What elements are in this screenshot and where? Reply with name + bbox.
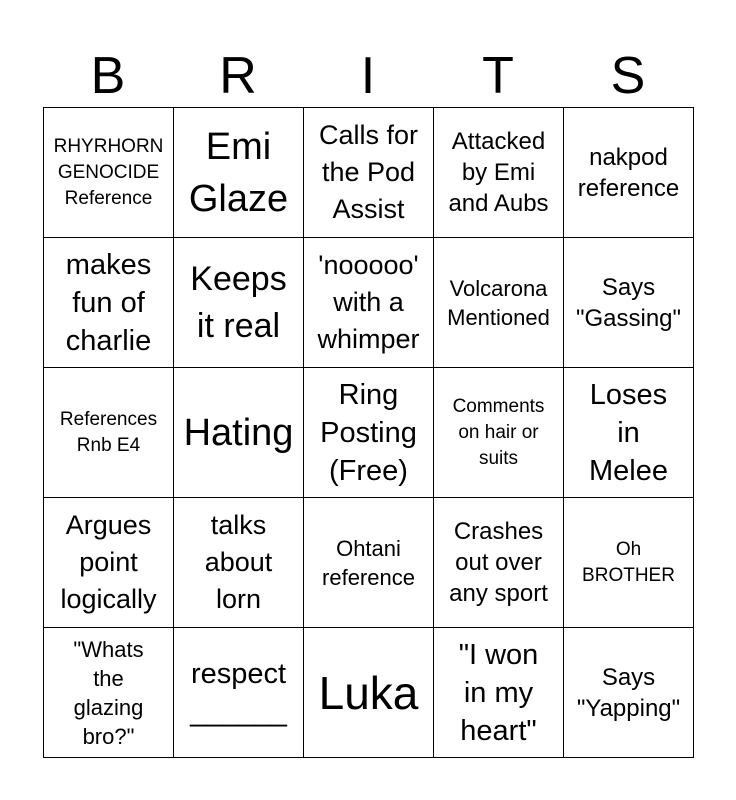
bingo-cell[interactable] [174, 628, 304, 758]
bingo-grid [43, 107, 694, 758]
header-letter-i: I [360, 47, 376, 105]
cell-text: talks about lorn [204, 510, 273, 614]
bingo-cell[interactable] [304, 368, 434, 498]
header-letter-t: T [482, 47, 514, 105]
bingo-cell[interactable] [44, 628, 174, 758]
cell-text: Loses in Melee [589, 378, 668, 487]
cell-text: Ring Posting (Free) [320, 378, 417, 487]
bingo-cell[interactable] [44, 498, 174, 628]
bingo-cell[interactable] [304, 238, 434, 368]
bingo-cell[interactable] [564, 368, 694, 498]
bingo-cell[interactable] [434, 368, 564, 498]
bingo-cell[interactable] [434, 498, 564, 628]
cell-text: Says "Gassing" [575, 273, 682, 332]
bingo-cell[interactable] [304, 498, 434, 628]
cell-text: "Whats the glazing bro?" [73, 636, 144, 749]
cell-text: Keeps it real [190, 259, 287, 345]
bingo-cell[interactable] [174, 368, 304, 498]
cell-text: RHYRHORN GENOCIDE Reference [53, 135, 164, 209]
cell-text: makes fun of charlie [65, 248, 152, 357]
bingo-cell[interactable] [564, 108, 694, 238]
cell-text: 'nooooo' with a whimper [317, 250, 420, 354]
bingo-cell[interactable] [564, 628, 694, 758]
bingo-cell[interactable] [174, 108, 304, 238]
bingo-cell[interactable] [434, 108, 564, 238]
cell-text: Attacked by Emi and Aubs [448, 128, 549, 217]
cell-text: References Rnb E4 [59, 408, 158, 456]
cell-text: respect ______ [190, 657, 287, 728]
bingo-cell[interactable] [434, 628, 564, 758]
bingo-cell[interactable] [44, 368, 174, 498]
bingo-cell[interactable] [564, 498, 694, 628]
bingo-cell[interactable] [304, 108, 434, 238]
cell-text: Emi Glaze [188, 125, 289, 220]
cell-text: Oh BROTHER [582, 538, 675, 586]
cell-text: Crashes out over any sport [449, 518, 548, 607]
cell-text: Argues point logically [60, 510, 157, 614]
bingo-cell[interactable] [174, 238, 304, 368]
cell-text: Volcarona Mentioned [447, 275, 550, 330]
bingo-cell[interactable] [434, 238, 564, 368]
bingo-cell[interactable] [44, 108, 174, 238]
cell-text: Says "Yapping" [576, 663, 681, 722]
cell-text: Comments on hair or suits [452, 395, 545, 469]
cell-text: Luka [318, 666, 419, 719]
cell-text: Ohtani reference [322, 535, 415, 590]
header-letter-s: S [610, 47, 646, 105]
header-letter-r: R [219, 47, 257, 105]
cell-text: nakpod reference [577, 143, 680, 202]
cell-text: Hating [183, 411, 294, 454]
bingo-cell[interactable] [564, 238, 694, 368]
header-letter-b: B [90, 47, 126, 105]
bingo-cell[interactable] [174, 498, 304, 628]
bingo-cell[interactable] [44, 238, 174, 368]
bingo-cell[interactable] [304, 628, 434, 758]
cell-text: "I won in my heart" [458, 638, 539, 747]
bingo-header [43, 46, 693, 106]
cell-text: Calls for the Pod Assist [318, 120, 419, 224]
